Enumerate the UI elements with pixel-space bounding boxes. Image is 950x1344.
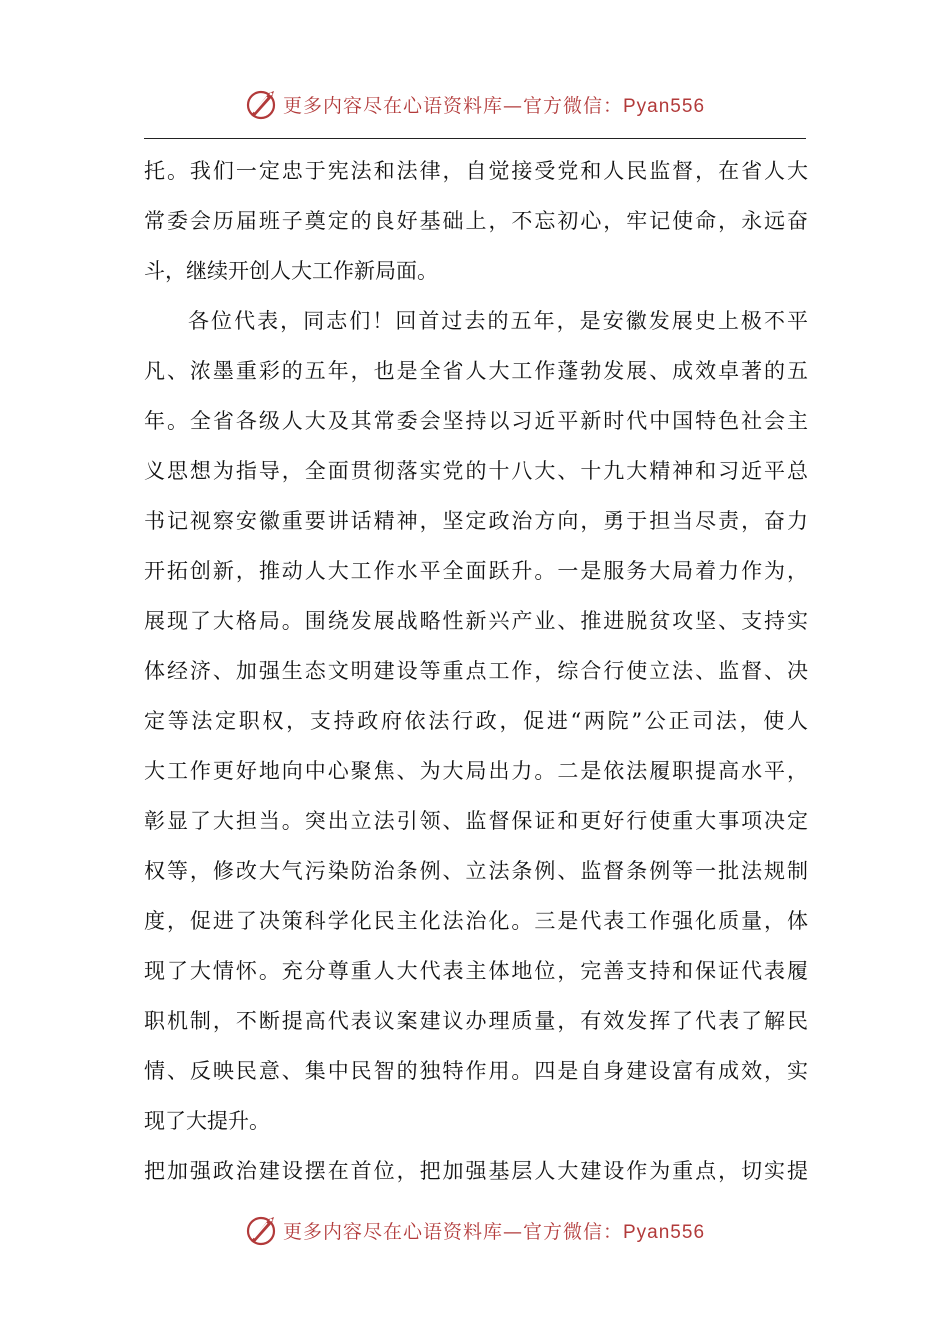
text-line: 彰显了大担当。突出立法引领、监督保证和更好行使重大事项决定 xyxy=(144,809,808,833)
footer-banner-label: 更多内容尽在心语资料库—官方微信： xyxy=(282,1220,623,1243)
text-line: 体经济、加强生态文明建设等重点工作，综合行使立法、监督、决 xyxy=(144,659,808,683)
text-line: 年。全省各级人大及其常委会坚持以习近平新时代中国特色社会主 xyxy=(144,409,808,433)
header-banner-label: 更多内容尽在心语资料库—官方微信： xyxy=(282,94,623,117)
text-line: 度，促进了决策科学化民主化法治化。三是代表工作强化质量，体 xyxy=(144,909,808,933)
text-line: 书记视察安徽重要讲话精神，坚定政治方向，勇于担当尽责，奋力 xyxy=(144,509,808,533)
text-line: 常委会历届班子奠定的良好基础上，不忘初心，牢记使命，永远奋 xyxy=(144,209,808,233)
pen-nib-logo-icon xyxy=(245,1213,279,1247)
footer-banner-text xyxy=(283,1217,705,1244)
text-line: 情、反映民意、集中民智的独特作用。四是自身建设富有成效，实 xyxy=(144,1059,808,1083)
header-banner xyxy=(0,84,950,124)
text-line: 义思想为指导，全面贯彻落实党的十八大、十九大精神和习近平总 xyxy=(144,459,808,483)
text-line: 托。我们一定忠于宪法和法律，自觉接受党和人民监督，在省人大 xyxy=(144,159,808,183)
text-line: 展现了大格局。围绕发展战略性新兴产业、推进脱贫攻坚、支持实 xyxy=(144,609,808,633)
text-line: 权等，修改大气污染防治条例、立法条例、监督条例等一批法规制 xyxy=(144,859,808,883)
text-line: 各位代表，同志们！回首过去的五年，是安徽发展史上极不平 xyxy=(188,309,808,333)
text-line: 凡、浓墨重彩的五年，也是全省人大工作蓬勃发展、成效卓著的五 xyxy=(144,359,808,383)
text-line: 职机制，不断提高代表议案建议办理质量，有效发挥了代表了解民 xyxy=(144,1009,808,1033)
footer-wechat-id: Pyan556 xyxy=(623,1221,706,1243)
text-line: 大工作更好地向中心聚焦、为大局出力。二是依法履职提高水平， xyxy=(144,759,808,783)
header-wechat-id: Pyan556 xyxy=(623,95,706,117)
header-banner-text xyxy=(283,91,705,118)
document-body xyxy=(144,146,808,1196)
footer-banner xyxy=(0,1210,950,1250)
text-line: 定等法定职权，支持政府依法行政，促进“两院”公正司法，使人 xyxy=(144,709,808,733)
pen-nib-logo-icon xyxy=(245,87,279,121)
text-line: 把加强政治建设摆在首位，把加强基层人大建设作为重点，切实提 xyxy=(144,1159,808,1183)
text-line: 斗，继续开创人大工作新局面。 xyxy=(144,259,438,283)
text-line: 现了大提升。 xyxy=(144,1109,270,1133)
text-line: 开拓创新，推动人大工作水平全面跃升。一是服务大局着力作为， xyxy=(144,559,808,583)
text-line: 现了大情怀。充分尊重人大代表主体地位，完善支持和保证代表履 xyxy=(144,959,808,983)
header-divider xyxy=(144,138,806,139)
